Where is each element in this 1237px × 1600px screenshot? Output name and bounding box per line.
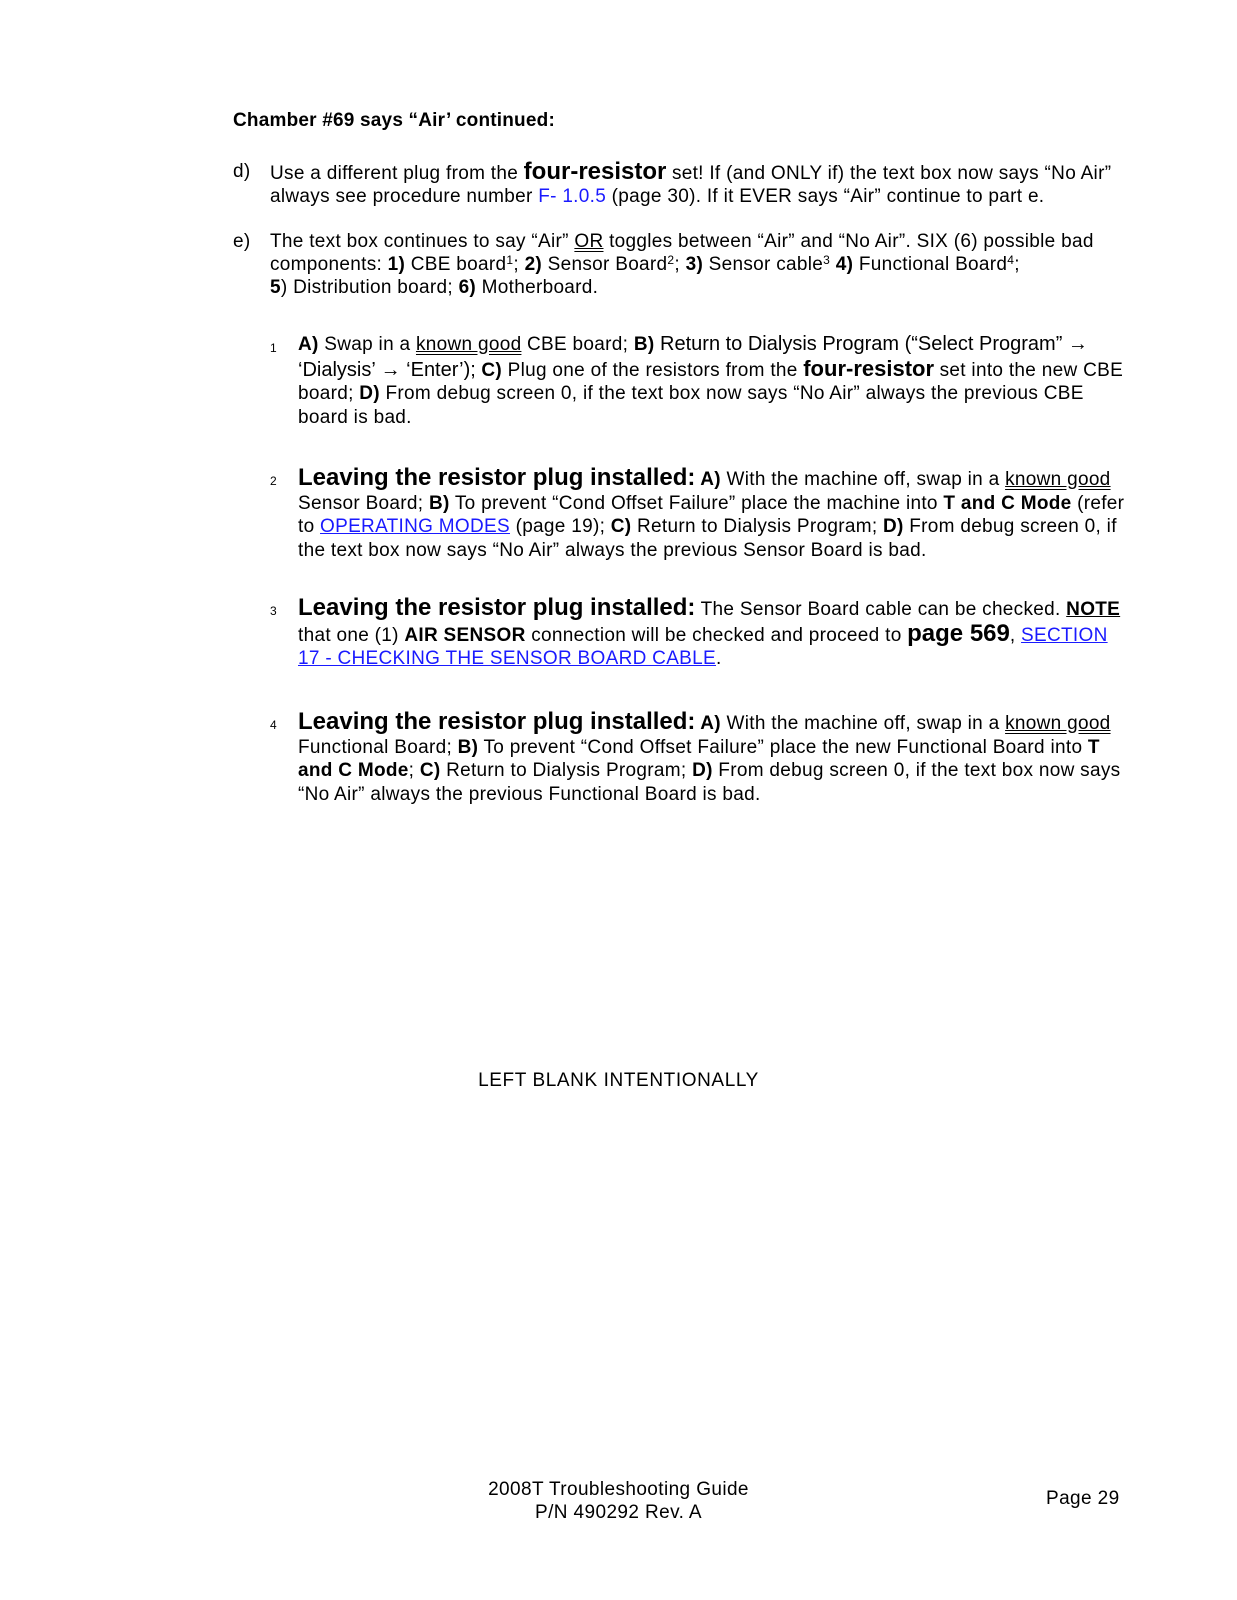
step-a-label: A) <box>298 334 319 355</box>
step-e-text-1: The text box continues to say “Air” <box>270 231 575 252</box>
t-and-c-mode: T and C Mode <box>298 736 1100 781</box>
footnote-2-mark: 2 <box>270 474 277 488</box>
footnote-4-text-5: Return to Dialysis Program; <box>440 760 693 781</box>
footnote-3 <box>270 596 1130 671</box>
note-label: NOTE <box>1066 599 1121 620</box>
footer-part-number: P/N 490292 Rev. A <box>535 1502 702 1523</box>
component-4: Functional Board <box>853 254 1008 275</box>
step-c-label: C) <box>481 359 503 381</box>
component-1: CBE board <box>405 254 507 275</box>
step-b-label: B) <box>428 492 450 514</box>
footnote-1 <box>270 333 1130 429</box>
step-d <box>233 160 1113 208</box>
known-good-emphasis: known good <box>1005 469 1111 490</box>
step-e-text-2: toggles between “Air” and “No Air”. SIX (6) possible bad components: <box>270 231 1094 275</box>
component-1-number: 1) <box>387 254 406 275</box>
footnote-4-text <box>298 710 1130 806</box>
step-a-label: A) <box>695 469 721 490</box>
separator-4: ; <box>1014 254 1020 275</box>
footnote-2-lead: Leaving the resistor plug installed: <box>298 464 696 491</box>
separator-2: ; <box>674 254 686 275</box>
footnote-2-text-2: Sensor Board; <box>298 492 429 514</box>
t-and-c-mode: T and C Mode <box>943 492 1072 514</box>
step-d-text-1: Use a different plug from the <box>270 163 524 184</box>
step-b-label: B) <box>457 736 479 758</box>
known-good-emphasis: known good <box>415 334 522 355</box>
component-4-number: 4) <box>835 254 854 275</box>
step-d-text-3: (page 30). If it EVER says “Air” continue to part e. <box>606 186 1045 207</box>
separator-1: ; <box>513 254 525 275</box>
footnote-2-text-6: Return to Dialysis Program; <box>631 516 883 537</box>
footnote-ref-1: 1 <box>506 253 514 267</box>
footnote-ref-3: 3 <box>823 253 831 267</box>
footnote-1-text-6: From debug screen 0, if the text box now says “No Air” always the previous CBE board is bad. <box>298 383 1084 428</box>
step-d-label: D) <box>692 760 713 781</box>
section-heading: Chamber #69 says “Air’ continued: <box>233 110 555 131</box>
component-6: Motherboard. <box>476 277 599 298</box>
footnote-1-text-1: Swap in a <box>318 334 416 355</box>
footnote-1-text-5: set into the new CBE board; <box>298 359 1124 404</box>
footnote-1-mark: 1 <box>270 341 277 355</box>
footnote-1-text <box>298 333 1130 429</box>
footnote-ref-4: 4 <box>1007 253 1015 267</box>
section-17-link[interactable]: SECTION 17 - CHECKING THE SENSOR BOARD CABLE <box>298 624 1108 669</box>
step-c-label: C) <box>610 516 632 537</box>
footnote-4-text-1: With the machine off, swap in a <box>720 713 1006 734</box>
component-5-number: 5 <box>270 277 281 298</box>
footnote-1-text-2: CBE board; <box>521 334 634 355</box>
step-a-label: A) <box>695 713 721 734</box>
step-d-label: d) <box>233 161 251 182</box>
step-d-text-2: set! If (and ONLY if) the text box now says “No Air” always see procedure number <box>270 163 1112 207</box>
air-sensor-emphasis: AIR SENSOR <box>404 624 526 646</box>
operating-modes-link[interactable]: OPERATING MODES <box>320 516 510 537</box>
component-3-number: 3) <box>685 254 704 275</box>
step-e-text <box>270 230 1113 299</box>
step-e-label: e) <box>233 231 251 252</box>
four-resistor-emphasis: four-resistor <box>803 355 935 381</box>
footnote-2 <box>270 466 1130 562</box>
footnote-1-text-3: Return to Dialysis Program (“Select Program” → ‘Dialysis’ → ‘Enter’); <box>298 333 1088 381</box>
footnote-3-text-4: , <box>1009 624 1022 646</box>
step-d-label: D) <box>882 516 904 537</box>
footnote-1-text-4: Plug one of the resistors from the <box>502 359 804 381</box>
footnote-4-text-6: From debug screen 0, if the text box now says “No Air” always the previous Functional Board is bad. <box>298 760 1121 805</box>
footnote-2-text-4: (refer to <box>298 492 1125 537</box>
component-3: Sensor cable <box>703 254 824 275</box>
footnote-2-text-1: With the machine off, swap in a <box>720 469 1006 490</box>
component-2: Sensor Board <box>542 254 668 275</box>
footnote-4-text-4: ; <box>408 760 420 781</box>
component-5: ) Distribution board; <box>280 277 459 298</box>
footnote-ref-2: 2 <box>667 253 675 267</box>
footer-title: 2008T Troubleshooting Guide <box>488 1479 749 1500</box>
footnote-4-mark: 4 <box>270 718 277 732</box>
step-b-label: B) <box>633 334 655 355</box>
footnote-3-text-5: . <box>716 648 722 669</box>
step-d-text <box>270 160 1113 208</box>
component-6-number: 6) <box>458 277 477 298</box>
footnote-3-text <box>298 596 1130 671</box>
left-blank-notice: LEFT BLANK INTENTIONALLY <box>478 1070 759 1091</box>
step-d-label: D) <box>359 383 380 404</box>
footnote-3-lead: Leaving the resistor plug installed: <box>298 594 696 621</box>
four-resistor-emphasis: four-resistor <box>523 158 667 185</box>
footnote-4-text-3: To prevent “Cond Offset Failure” place the new Functional Board into <box>478 736 1088 758</box>
page-number: Page 29 <box>1046 1488 1120 1509</box>
footnote-4-lead: Leaving the resistor plug installed: <box>298 708 696 735</box>
component-2-number: 2) <box>524 254 543 275</box>
footnote-4 <box>270 710 1130 806</box>
step-c-label: C) <box>419 760 441 781</box>
page-reference: page 569 <box>907 619 1010 647</box>
footnote-3-text-3: connection will be checked and proceed to <box>525 624 908 646</box>
footnote-4-text-2: Functional Board; <box>298 736 458 758</box>
footnote-2-text-5: (page 19); <box>509 516 611 537</box>
step-e <box>233 230 1113 299</box>
footnote-3-text-1: The Sensor Board cable can be checked. <box>695 599 1067 620</box>
footnote-2-text <box>298 466 1130 562</box>
footnote-3-mark: 3 <box>270 604 277 618</box>
procedure-link-f105[interactable]: F- 1.0.5 <box>538 186 607 207</box>
footnote-2-text-3: To prevent “Cond Offset Failure” place the machine into <box>449 492 944 514</box>
footnote-2-text-7: From debug screen 0, if the text box now says “No Air” always the previous Sensor Board is bad. <box>298 516 1117 561</box>
footnote-3-text-2: that one (1) <box>298 624 405 646</box>
or-emphasis: OR <box>574 231 604 252</box>
known-good-emphasis: known good <box>1005 713 1111 734</box>
